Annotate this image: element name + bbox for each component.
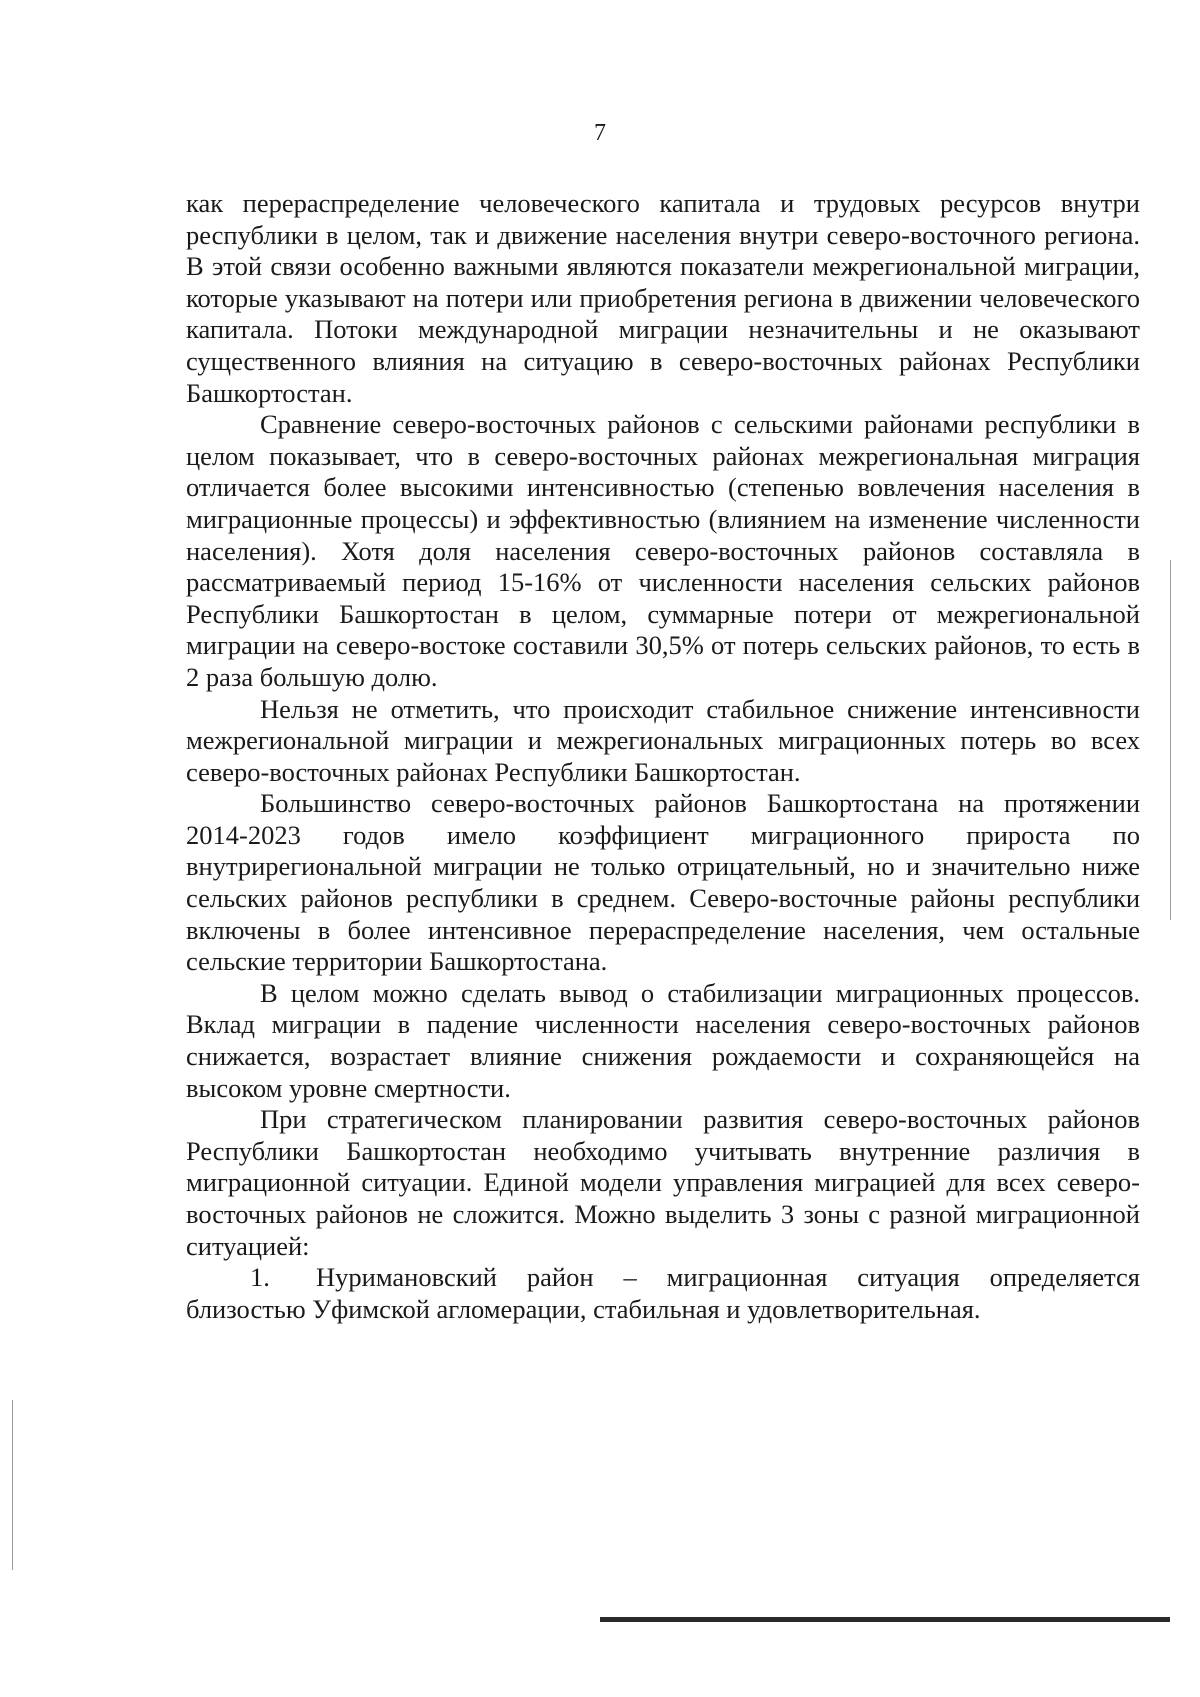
page-number: 7	[594, 120, 606, 146]
document-body	[186, 188, 1140, 1325]
paragraph-comparison: Сравнение северо-восточных районов с сельскими районами республики в целом показывает, что в северо-восточных районах межрегиональная миграция отличается более высокими интенсивностью (степенью вовлечения населения в миграционные процессы) и эффективностью (влиянием на изменение численности населения). Хотя доля населения северо-восточных районов составляла в рассматриваемый период 15-16% от численности населения сельских районов Республики Башкортостан в целом, суммарные потери от межрегиональной миграции на северо-востоке составили 30,5% от потерь сельских районов, то есть в 2 раза большую долю.	[186, 409, 1140, 692]
paragraph-majority: Большинство северо-восточных районов Башкортостана на протяжении 2014-2023 годов имело коэффициент миграционного прироста по внутрирегиональной миграции не только отрицательный, но и значительно ниже сельских районов республики в среднем. Северо-восточные районы республики включены в более интенсивное перераспределение населения, чем остальные сельские территории Башкортостана.	[186, 788, 1140, 977]
paragraph-conclusion: В целом можно сделать вывод о стабилизации миграционных процессов. Вклад миграции в падение численности населения северо-восточных районов снижается, возрастает влияние снижения рождаемости и сохраняющейся на высоком уровне смертности.	[186, 977, 1140, 1103]
scan-edge-mark	[1170, 560, 1171, 920]
bottom-rule	[600, 1617, 1170, 1622]
paragraph-planning: При стратегическом планировании развития северо-восточных районов Республики Башкортостан необходимо учитывать внутренние различия в миграционной ситуации. Единой модели управления миграцией для всех северо-восточных районов не сложится. Можно выделить 3 зоны с разной миграционной ситуацией:	[186, 1104, 1140, 1261]
list-item	[186, 1262, 1140, 1325]
paragraph-continuation: как перераспределение человеческого капитала и трудовых ресурсов внутри республики в целом, так и движение населения внутри северо-восточного региона. В этой связи особенно важными являются показатели межрегиональной миграции, которые указывают на потери или приобретения региона в движении человеческого капитала. Потоки международной миграции незначительны и не оказывают существенного влияния на ситуацию в северо-восточных районах Республики Башкортостан.	[186, 188, 1140, 408]
list-item-number: 1.	[250, 1262, 270, 1293]
paragraph-decline: Нельзя не отметить, что происходит стабильное снижение интенсивности межрегиональной миграции и межрегиональных миграционных потерь во всех северо-восточных районах Республики Башкортостан.	[186, 693, 1140, 787]
scan-edge-mark	[12, 1400, 13, 1570]
list-item-text: Нуримановский район – миграционная ситуация определяется близостью Уфимской агломерации, стабильная и удовлетворительная.	[186, 1262, 1140, 1324]
